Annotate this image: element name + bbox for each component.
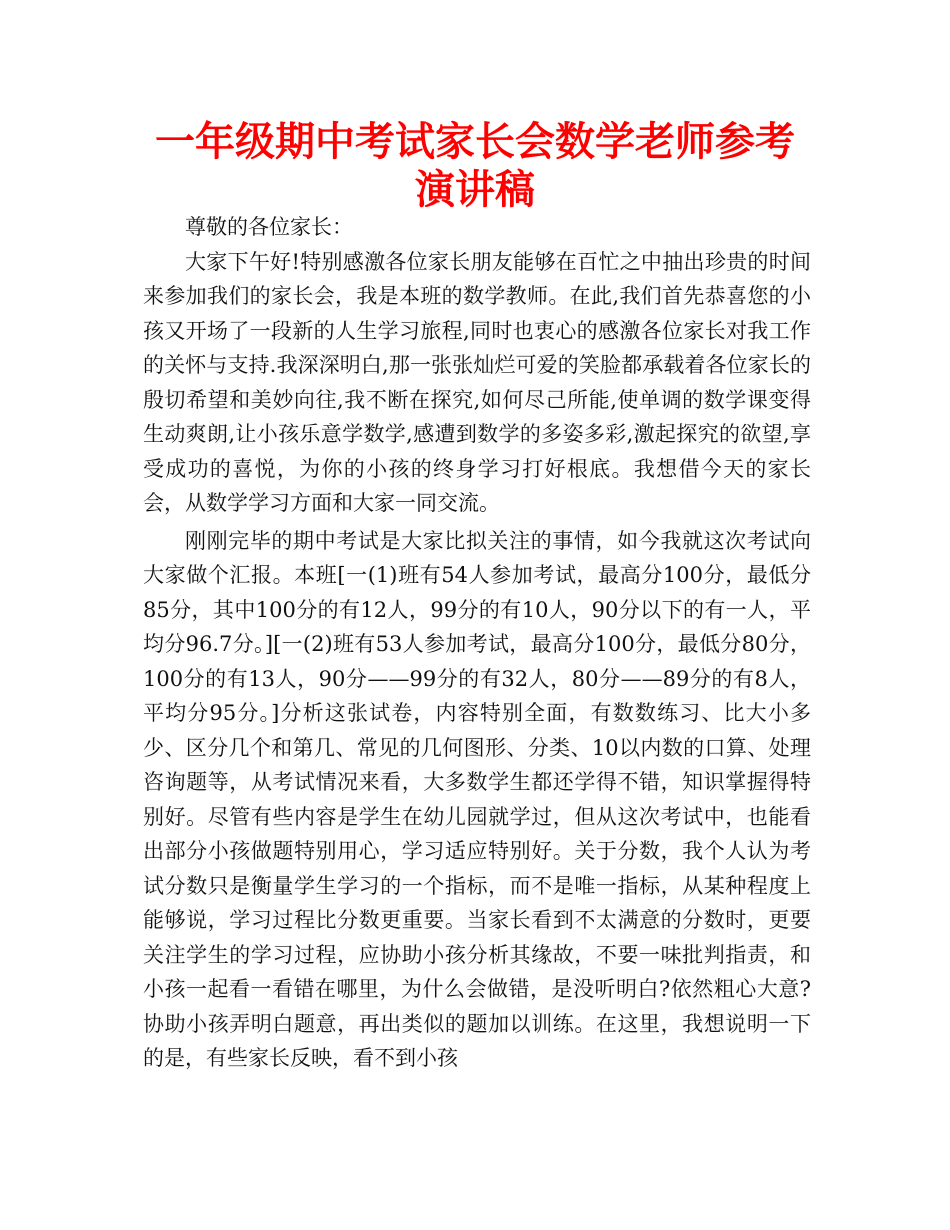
paragraph-2: 刚刚完毕的期中考试是大家比拟关注的事情，如今我就这次考试向大家做个汇报。本班[一(1)班有54人参加考试，最高分100分，最低分85分，其中100分的有12人，99分的有10人，90分以下的有一人，平均分96.7分。][一(2)班有53人参加考试，最高分100分，最低分80分，100分的有13人，90分——99分的有32人，80分——89分的有8人，平均分95分。]分析这张试卷，内容特别全面，有数数练习、比大小多少、区分几个和第几、常见的几何图形、分类、10以内数的口算、处理咨询题等，从考试情况来看，大多数学生都还学得不错，知识掌握得特别好。尽管有些内容是学生在幼儿园就学过，但从这次考试中，也能看出部分小孩做题特别用心，学习适应特别好。关于分数，我个人认为考试分数只是衡量学生学习的一个指标，而不是唯一指标，从某种程度上能够说，学习过程比分数更重要。当家长看到不太满意的分数时，更要关注学生的学习过程，应协助小孩分析其缘故，不要一味批判指责，和小孩一起看一看错在哪里，为什么会做错，是没听明白?依然粗心大意?协助小孩弄明白题意，再出类似的题加以训练。在这里，我想说明一下的是，有些家长反映，看不到小孩: [143, 528, 811, 1070]
document-body: [143, 210, 811, 1076]
salutation: 尊敬的各位家长：: [185, 215, 353, 239]
paragraph-1: 大家下午好!特别感激各位家长朋友能够在百忙之中抽出珍贵的时间来参加我们的家长会，我是本班的数学教师。在此,我们首先恭喜您的小孩又开场了一段新的人生学习旅程,同时也衷心的感激各位家长对我工作的关怀与支持.我深深明白,那一张张灿烂可爱的笑脸都承载着各位家长的殷切希望和美妙向往,我不断在探究,如何尽己所能,使单调的数学课变得生动爽朗,让小孩乐意学数学,感遭到数学的多姿多彩,激起探究的欲望,享受成功的喜悦，为你的小孩的终身学习打好根底。我想借今天的家长会，从数学学习方面和大家一同交流。: [143, 249, 811, 515]
document-title: 一年级期中考试家长会数学老师参考演讲稿: [155, 119, 795, 213]
